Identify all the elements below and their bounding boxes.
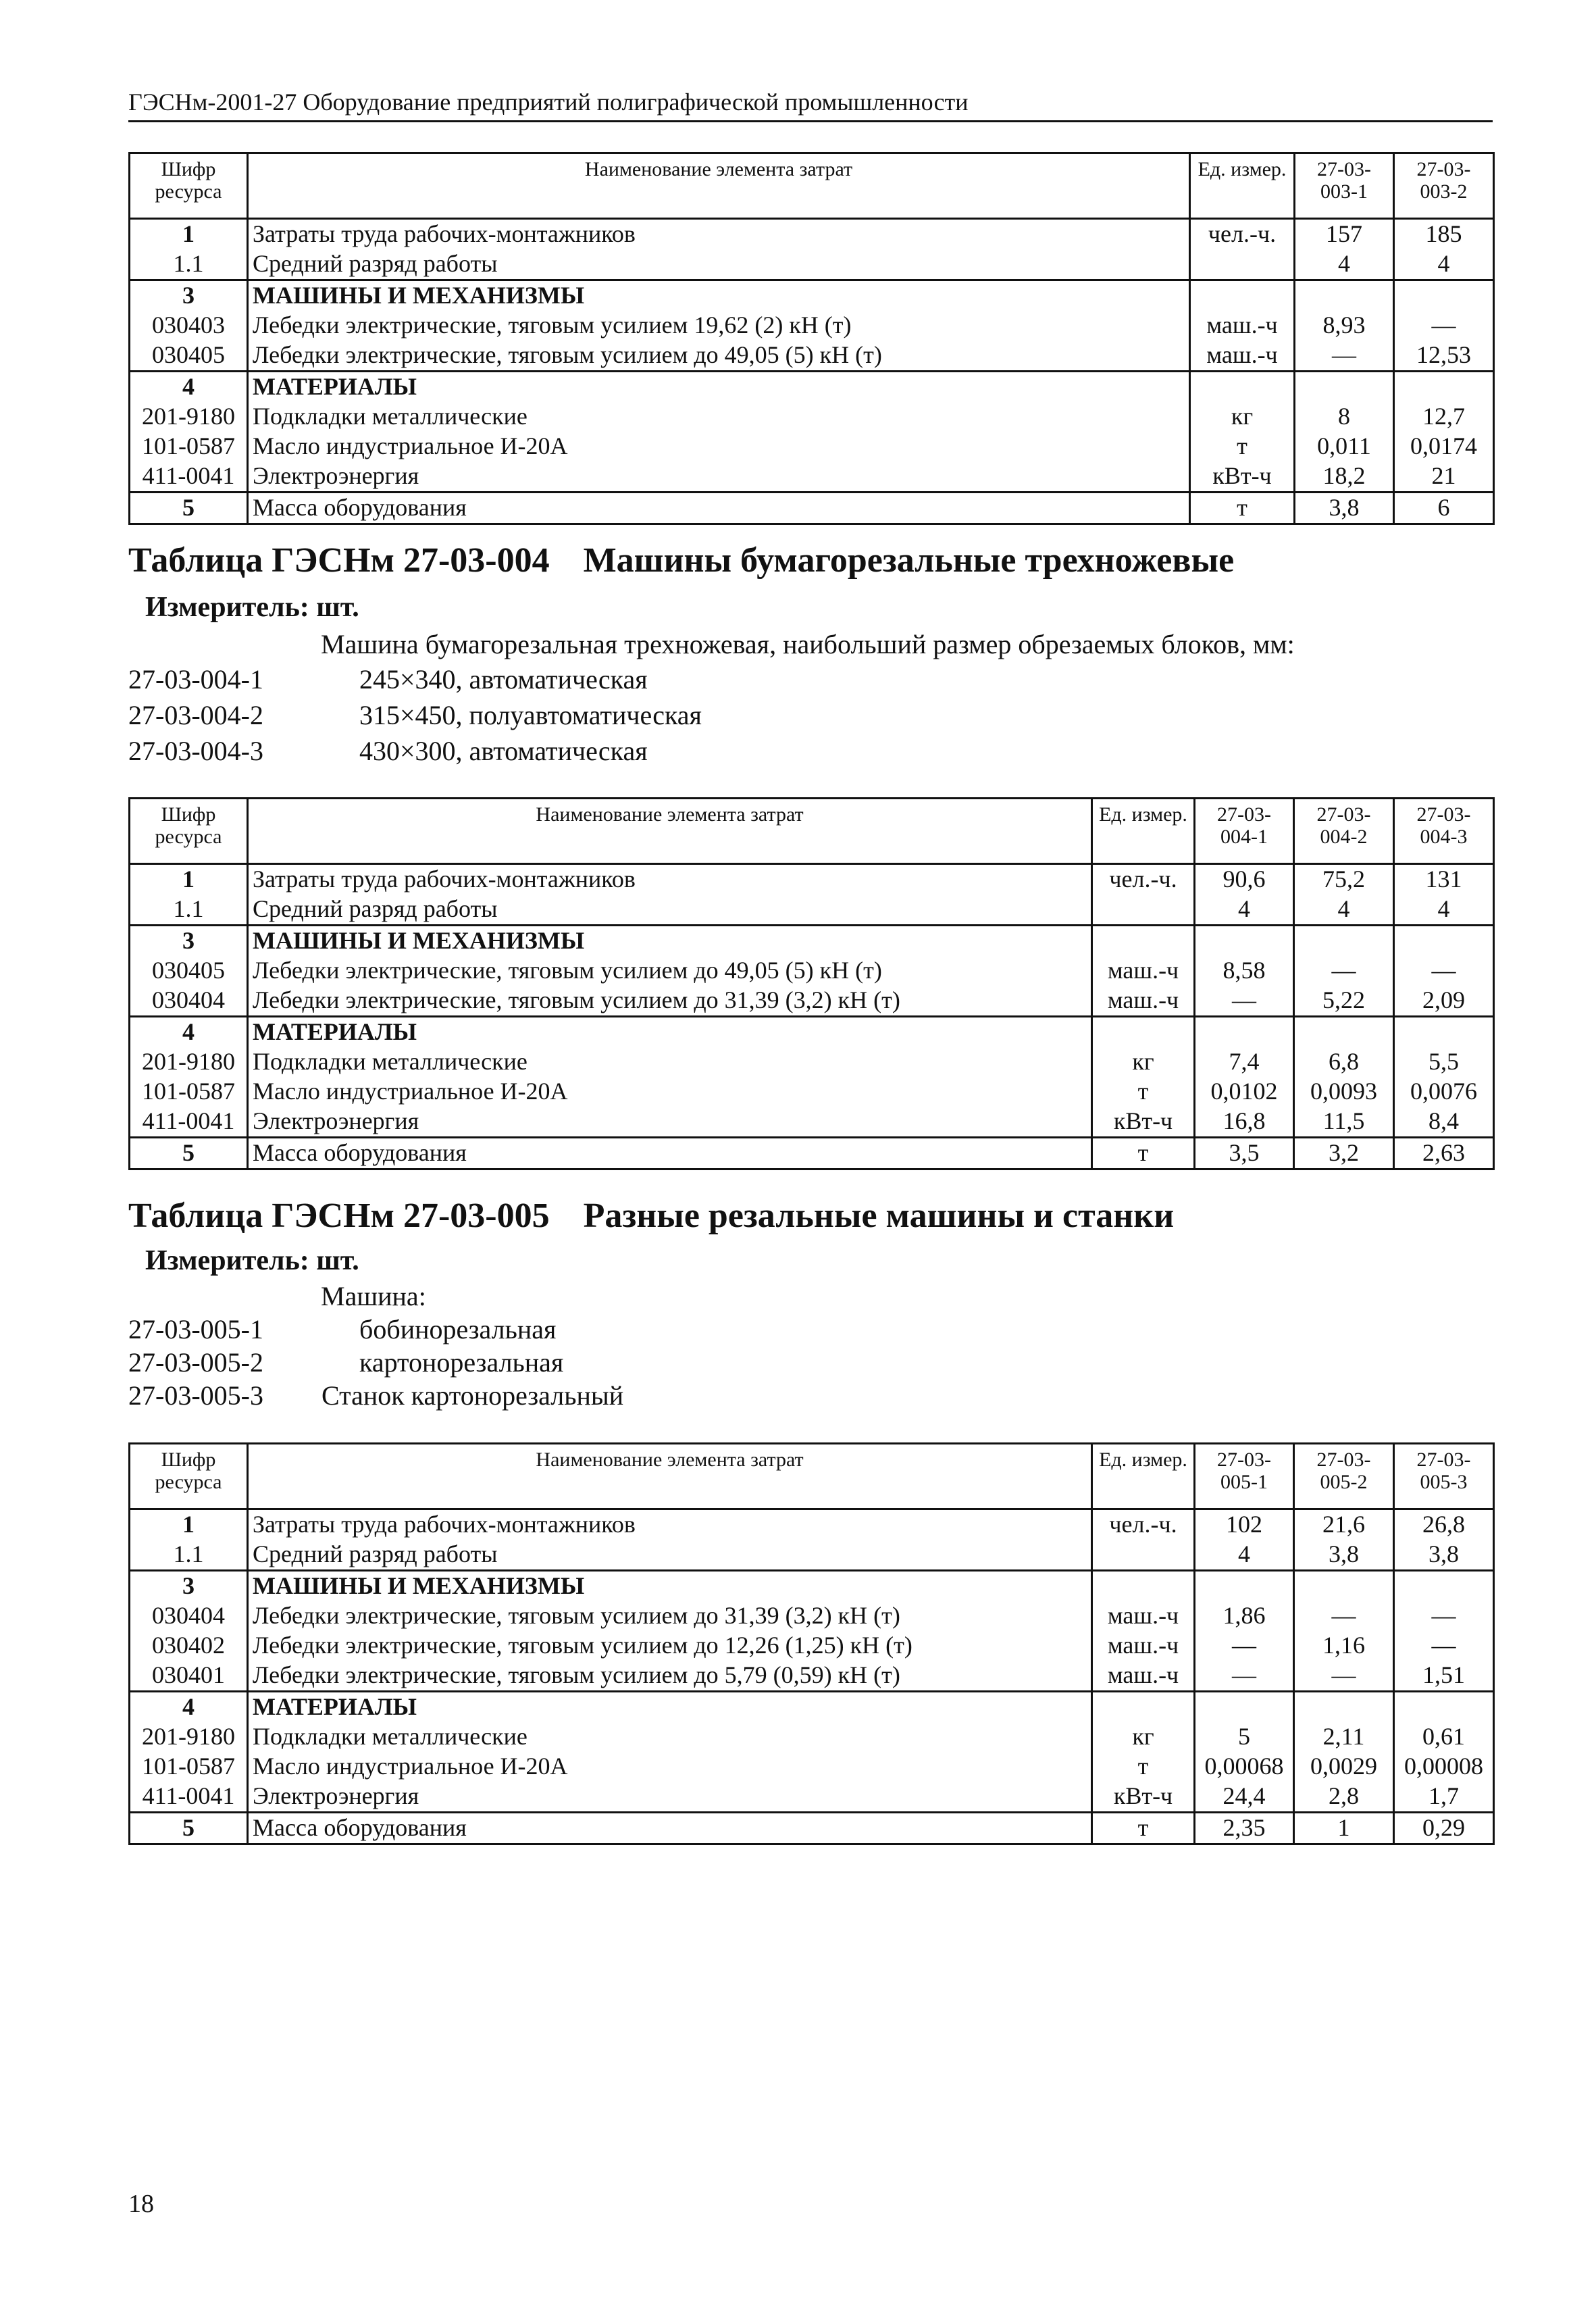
element-name: Лебедки электрические, тяговым усилием до 49,05 (5) кН (т) xyxy=(248,956,1092,986)
unit-of-measure: кг xyxy=(1092,1047,1195,1077)
norm-value xyxy=(1195,926,1294,957)
norm-value xyxy=(1394,1017,1494,1048)
resource-code: 411-0041 xyxy=(130,1782,248,1813)
norm-value: 5 xyxy=(1195,1722,1294,1752)
norm-value: 75,2 xyxy=(1294,864,1394,895)
header-element-name: Наименование элемента затрат xyxy=(248,1444,1092,1509)
unit-of-measure: маш.-ч xyxy=(1092,956,1195,986)
norm-value: 8,4 xyxy=(1394,1107,1494,1138)
element-name: МАТЕРИАЛЫ xyxy=(248,1017,1092,1048)
variant-text: 315×450, полуавтоматическая xyxy=(359,700,702,730)
table-row xyxy=(130,1509,1494,1540)
element-name: Подкладки металлические xyxy=(248,402,1190,432)
norm-value: 5,22 xyxy=(1294,986,1394,1017)
norm-value: 21 xyxy=(1394,461,1494,493)
norm-value: 21,6 xyxy=(1294,1509,1394,1540)
element-name: Электроэнергия xyxy=(248,461,1190,493)
header-norm-column: 27-03-003-2 xyxy=(1394,153,1494,219)
unit-of-measure: чел.-ч. xyxy=(1092,1509,1195,1540)
table-row xyxy=(130,1782,1494,1813)
variant-code: 27-03-005-1 xyxy=(128,1314,263,1344)
unit-of-measure xyxy=(1092,895,1195,926)
resource-code: 1 xyxy=(130,219,248,250)
element-name: МАТЕРИАЛЫ xyxy=(248,372,1190,403)
meter-label: Измеритель: шт. xyxy=(145,1245,359,1276)
norm-value xyxy=(1294,1571,1394,1602)
table-header-row xyxy=(130,1444,1494,1509)
norm-value xyxy=(1195,1571,1294,1602)
table-row xyxy=(130,280,1494,311)
element-name: Затраты труда рабочих-монтажников xyxy=(248,864,1092,895)
element-name: Масса оборудования xyxy=(248,493,1190,524)
norm-value: 90,6 xyxy=(1195,864,1294,895)
table-row xyxy=(130,895,1494,926)
norm-value: 4 xyxy=(1394,895,1494,926)
element-name: Масса оборудования xyxy=(248,1138,1092,1169)
resource-code: 030405 xyxy=(130,341,248,372)
header-norm-column: 27-03-005-2 xyxy=(1294,1444,1394,1509)
variant-text: 430×300, автоматическая xyxy=(359,736,648,766)
table-row xyxy=(130,1047,1494,1077)
table-row xyxy=(130,1722,1494,1752)
element-name: Масло индустриальное И-20А xyxy=(248,1077,1092,1107)
unit-of-measure xyxy=(1092,1540,1195,1571)
resource-code: 030403 xyxy=(130,311,248,341)
element-name: Масло индустриальное И-20А xyxy=(248,432,1190,461)
table-row xyxy=(130,341,1494,372)
meter-label: Измеритель: шт. xyxy=(145,592,359,623)
table-row xyxy=(130,986,1494,1017)
norm-value: 24,4 xyxy=(1195,1782,1294,1813)
norm-value: 0,011 xyxy=(1295,432,1394,461)
unit-of-measure: т xyxy=(1092,1077,1195,1107)
norm-value: 6,8 xyxy=(1294,1047,1394,1077)
norm-value: — xyxy=(1294,956,1394,986)
norm-value: 1,51 xyxy=(1394,1661,1494,1692)
norm-value: 0,0102 xyxy=(1195,1077,1294,1107)
variant-code: 27-03-004-2 xyxy=(128,700,263,730)
norm-value xyxy=(1195,1017,1294,1048)
table-title-name: Разные резальные машины и станки xyxy=(583,1197,1175,1235)
norm-value: 185 xyxy=(1394,219,1494,250)
norm-value xyxy=(1394,926,1494,957)
norm-value: — xyxy=(1294,1661,1394,1692)
table-row xyxy=(130,1540,1494,1571)
table-row xyxy=(130,432,1494,461)
unit-of-measure: т xyxy=(1092,1752,1195,1782)
resource-code: 201-9180 xyxy=(130,1722,248,1752)
table-row xyxy=(130,1752,1494,1782)
table-row xyxy=(130,493,1494,524)
resource-code: 030404 xyxy=(130,986,248,1017)
variant-text: бобинорезальная xyxy=(359,1314,557,1344)
norm-value: 0,61 xyxy=(1394,1722,1494,1752)
table-title-27-03-004 xyxy=(128,540,1234,580)
norm-value xyxy=(1195,1692,1294,1723)
table-row xyxy=(130,1601,1494,1631)
table-title-name: Машины бумагорезальные трехножевые xyxy=(583,541,1235,580)
unit-of-measure: маш.-ч xyxy=(1190,341,1295,372)
unit-of-measure: кВт-ч xyxy=(1190,461,1295,493)
unit-of-measure xyxy=(1190,372,1295,403)
resource-code: 201-9180 xyxy=(130,1047,248,1077)
norm-value xyxy=(1295,372,1394,403)
norm-value xyxy=(1295,280,1394,311)
norm-value: 2,09 xyxy=(1394,986,1494,1017)
resource-code: 4 xyxy=(130,372,248,403)
norm-value: 8 xyxy=(1295,402,1394,432)
table-row xyxy=(130,956,1494,986)
table-row xyxy=(130,1631,1494,1661)
variant-text: картонорезальная xyxy=(359,1347,564,1378)
table-body xyxy=(130,1444,1494,1844)
norm-value: 1,16 xyxy=(1294,1631,1394,1661)
resource-code: 101-0587 xyxy=(130,1077,248,1107)
header-resource-code: Шифр ресурса xyxy=(130,153,248,219)
variant-code: 27-03-004-1 xyxy=(128,664,263,695)
resource-code: 3 xyxy=(130,280,248,311)
table-body xyxy=(130,799,1494,1169)
norm-value: 6 xyxy=(1394,493,1494,524)
unit-of-measure: кг xyxy=(1092,1722,1195,1752)
norm-value: 3,8 xyxy=(1295,493,1394,524)
norm-value: 4 xyxy=(1195,895,1294,926)
norm-value: 1,7 xyxy=(1394,1782,1494,1813)
norm-value: — xyxy=(1295,341,1394,372)
norm-value xyxy=(1394,280,1494,311)
resource-code: 5 xyxy=(130,1813,248,1844)
header-element-name: Наименование элемента затрат xyxy=(248,153,1190,219)
element-name: Электроэнергия xyxy=(248,1782,1092,1813)
norm-value: — xyxy=(1394,311,1494,341)
unit-of-measure: т xyxy=(1092,1138,1195,1169)
norm-value: 3,8 xyxy=(1294,1540,1394,1571)
element-name: МАШИНЫ И МЕХАНИЗМЫ xyxy=(248,280,1190,311)
norm-value: 0,0093 xyxy=(1294,1077,1394,1107)
norm-value: 157 xyxy=(1295,219,1394,250)
table-header-row xyxy=(130,799,1494,864)
norm-value: 0,0029 xyxy=(1294,1752,1394,1782)
page-header: ГЭСНм-2001-27 Оборудование предприятий полиграфической промышленности xyxy=(128,88,1493,122)
unit-of-measure: кВт-ч xyxy=(1092,1107,1195,1138)
unit-of-measure: чел.-ч. xyxy=(1092,864,1195,895)
resource-code: 030401 xyxy=(130,1661,248,1692)
resource-code: 5 xyxy=(130,1138,248,1169)
table-row xyxy=(130,1107,1494,1138)
norm-value: 0,00008 xyxy=(1394,1752,1494,1782)
norm-value: 3,5 xyxy=(1195,1138,1294,1169)
unit-of-measure xyxy=(1092,1017,1195,1048)
table-title-code: Таблица ГЭСНм 27-03-005 xyxy=(128,1197,550,1235)
header-element-name: Наименование элемента затрат xyxy=(248,799,1092,864)
table-row xyxy=(130,219,1494,250)
norm-value xyxy=(1294,1017,1394,1048)
norm-value: 102 xyxy=(1195,1509,1294,1540)
unit-of-measure xyxy=(1190,249,1295,280)
norm-table-27-03-003 xyxy=(128,152,1495,525)
element-name: МАТЕРИАЛЫ xyxy=(248,1692,1092,1723)
norm-value: — xyxy=(1394,956,1494,986)
resource-code: 4 xyxy=(130,1692,248,1723)
norm-value: 5,5 xyxy=(1394,1047,1494,1077)
element-name: Подкладки металлические xyxy=(248,1047,1092,1077)
table-row xyxy=(130,1661,1494,1692)
element-name: Электроэнергия xyxy=(248,1107,1092,1138)
table-row xyxy=(130,402,1494,432)
element-name: Лебедки электрические, тяговым усилием до 49,05 (5) кН (т) xyxy=(248,341,1190,372)
table-row xyxy=(130,1571,1494,1602)
table-title-code: Таблица ГЭСНм 27-03-004 xyxy=(128,541,550,580)
norm-value xyxy=(1394,372,1494,403)
norm-value: 1 xyxy=(1294,1813,1394,1844)
table-title-27-03-005 xyxy=(128,1196,1174,1236)
table-row xyxy=(130,1138,1494,1169)
norm-value xyxy=(1294,926,1394,957)
element-name: Затраты труда рабочих-монтажников xyxy=(248,219,1190,250)
table-row xyxy=(130,311,1494,341)
norm-value: 1,86 xyxy=(1195,1601,1294,1631)
variant-code: 27-03-004-3 xyxy=(128,736,263,766)
norm-value: 4 xyxy=(1295,249,1394,280)
norm-value: 11,5 xyxy=(1294,1107,1394,1138)
header-norm-column: 27-03-004-2 xyxy=(1294,799,1394,864)
unit-of-measure xyxy=(1092,1692,1195,1723)
norm-value: 2,35 xyxy=(1195,1813,1294,1844)
resource-code: 3 xyxy=(130,926,248,957)
resource-code: 030402 xyxy=(130,1631,248,1661)
resource-code: 101-0587 xyxy=(130,1752,248,1782)
table-row xyxy=(130,926,1494,957)
unit-of-measure: кг xyxy=(1190,402,1295,432)
machine-description: Машина: xyxy=(321,1281,426,1311)
table-row xyxy=(130,1692,1494,1723)
norm-value: 26,8 xyxy=(1394,1509,1494,1540)
unit-of-measure: маш.-ч xyxy=(1092,1601,1195,1631)
norm-value: 0,00068 xyxy=(1195,1752,1294,1782)
element-name: Лебедки электрические, тяговым усилием до 5,79 (0,59) кН (т) xyxy=(248,1661,1092,1692)
machine-description: Машина бумагорезальная трехножевая, наибольший размер обрезаемых блоков, мм: xyxy=(321,629,1295,659)
resource-code: 1.1 xyxy=(130,249,248,280)
table-row xyxy=(130,461,1494,493)
element-name: Лебедки электрические, тяговым усилием до 12,26 (1,25) кН (т) xyxy=(248,1631,1092,1661)
table-row xyxy=(130,1077,1494,1107)
header-norm-column: 27-03-003-1 xyxy=(1295,153,1394,219)
norm-value: 0,0076 xyxy=(1394,1077,1494,1107)
norm-value: — xyxy=(1394,1601,1494,1631)
unit-of-measure: т xyxy=(1092,1813,1195,1844)
resource-code: 5 xyxy=(130,493,248,524)
unit-of-measure: кВт-ч xyxy=(1092,1782,1195,1813)
norm-table-27-03-005 xyxy=(128,1442,1495,1845)
table-row xyxy=(130,1017,1494,1048)
resource-code: 3 xyxy=(130,1571,248,1602)
header-unit: Ед. измер. xyxy=(1190,153,1295,219)
norm-value: — xyxy=(1195,1631,1294,1661)
resource-code: 201-9180 xyxy=(130,402,248,432)
norm-value: 8,58 xyxy=(1195,956,1294,986)
unit-of-measure: маш.-ч xyxy=(1190,311,1295,341)
element-name: Средний разряд работы xyxy=(248,1540,1092,1571)
variant-code: 27-03-005-2 xyxy=(128,1347,263,1378)
element-name: Затраты труда рабочих-монтажников xyxy=(248,1509,1092,1540)
element-name: Лебедки электрические, тяговым усилием 19,62 (2) кН (т) xyxy=(248,311,1190,341)
resource-code: 030404 xyxy=(130,1601,248,1631)
unit-of-measure: маш.-ч xyxy=(1092,1661,1195,1692)
norm-value: 4 xyxy=(1294,895,1394,926)
norm-value: 3,8 xyxy=(1394,1540,1494,1571)
norm-value: — xyxy=(1195,986,1294,1017)
norm-value: 0,0174 xyxy=(1394,432,1494,461)
table-header-row xyxy=(130,153,1494,219)
header-norm-column: 27-03-005-1 xyxy=(1195,1444,1294,1509)
norm-value: 16,8 xyxy=(1195,1107,1294,1138)
resource-code: 1.1 xyxy=(130,1540,248,1571)
unit-of-measure xyxy=(1190,280,1295,311)
header-norm-column: 27-03-004-3 xyxy=(1394,799,1494,864)
norm-value: 131 xyxy=(1394,864,1494,895)
unit-of-measure: чел.-ч. xyxy=(1190,219,1295,250)
resource-code: 411-0041 xyxy=(130,1107,248,1138)
element-name: Лебедки электрические, тяговым усилием до 31,39 (3,2) кН (т) xyxy=(248,1601,1092,1631)
norm-value xyxy=(1294,1692,1394,1723)
unit-of-measure: маш.-ч xyxy=(1092,986,1195,1017)
norm-value: 12,53 xyxy=(1394,341,1494,372)
element-name: Масса оборудования xyxy=(248,1813,1092,1844)
element-name: МАШИНЫ И МЕХАНИЗМЫ xyxy=(248,1571,1092,1602)
norm-value: — xyxy=(1294,1601,1394,1631)
norm-value: 8,93 xyxy=(1295,311,1394,341)
header-unit: Ед. измер. xyxy=(1092,799,1195,864)
norm-value: 4 xyxy=(1195,1540,1294,1571)
element-name: Лебедки электрические, тяговым усилием до 31,39 (3,2) кН (т) xyxy=(248,986,1092,1017)
norm-value: — xyxy=(1394,1631,1494,1661)
resource-code: 1 xyxy=(130,864,248,895)
norm-value: 3,2 xyxy=(1294,1138,1394,1169)
resource-code: 1 xyxy=(130,1509,248,1540)
norm-value: 4 xyxy=(1394,249,1494,280)
table-row xyxy=(130,372,1494,403)
variant-text: 245×340, автоматическая xyxy=(359,664,648,695)
norm-value xyxy=(1394,1571,1494,1602)
norm-value: 2,8 xyxy=(1294,1782,1394,1813)
element-name: МАШИНЫ И МЕХАНИЗМЫ xyxy=(248,926,1092,957)
variant-code: 27-03-005-3 xyxy=(128,1380,263,1411)
resource-code: 411-0041 xyxy=(130,461,248,493)
table-row xyxy=(130,864,1494,895)
norm-value: 2,11 xyxy=(1294,1722,1394,1752)
unit-of-measure: т xyxy=(1190,432,1295,461)
resource-code: 030405 xyxy=(130,956,248,986)
element-name: Средний разряд работы xyxy=(248,895,1092,926)
element-name: Средний разряд работы xyxy=(248,249,1190,280)
page-number: 18 xyxy=(128,2190,154,2218)
resource-code: 1.1 xyxy=(130,895,248,926)
table-body xyxy=(130,153,1494,524)
header-unit: Ед. измер. xyxy=(1092,1444,1195,1509)
unit-of-measure xyxy=(1092,1571,1195,1602)
header-norm-column: 27-03-004-1 xyxy=(1195,799,1294,864)
element-name: Масло индустриальное И-20А xyxy=(248,1752,1092,1782)
unit-of-measure: маш.-ч xyxy=(1092,1631,1195,1661)
norm-table-27-03-004 xyxy=(128,797,1495,1170)
norm-value: 7,4 xyxy=(1195,1047,1294,1077)
norm-value: 18,2 xyxy=(1295,461,1394,493)
header-resource-code: Шифр ресурса xyxy=(130,799,248,864)
norm-value: 0,29 xyxy=(1394,1813,1494,1844)
norm-value: 12,7 xyxy=(1394,402,1494,432)
norm-value xyxy=(1394,1692,1494,1723)
unit-of-measure xyxy=(1092,926,1195,957)
element-name: Подкладки металлические xyxy=(248,1722,1092,1752)
norm-value: 2,63 xyxy=(1394,1138,1494,1169)
resource-code: 101-0587 xyxy=(130,432,248,461)
table-row xyxy=(130,249,1494,280)
norm-value: — xyxy=(1195,1661,1294,1692)
header-norm-column: 27-03-005-3 xyxy=(1394,1444,1494,1509)
variant-text: Станок картонорезальный xyxy=(321,1380,624,1411)
header-resource-code: Шифр ресурса xyxy=(130,1444,248,1509)
table-row xyxy=(130,1813,1494,1844)
unit-of-measure: т xyxy=(1190,493,1295,524)
resource-code: 4 xyxy=(130,1017,248,1048)
